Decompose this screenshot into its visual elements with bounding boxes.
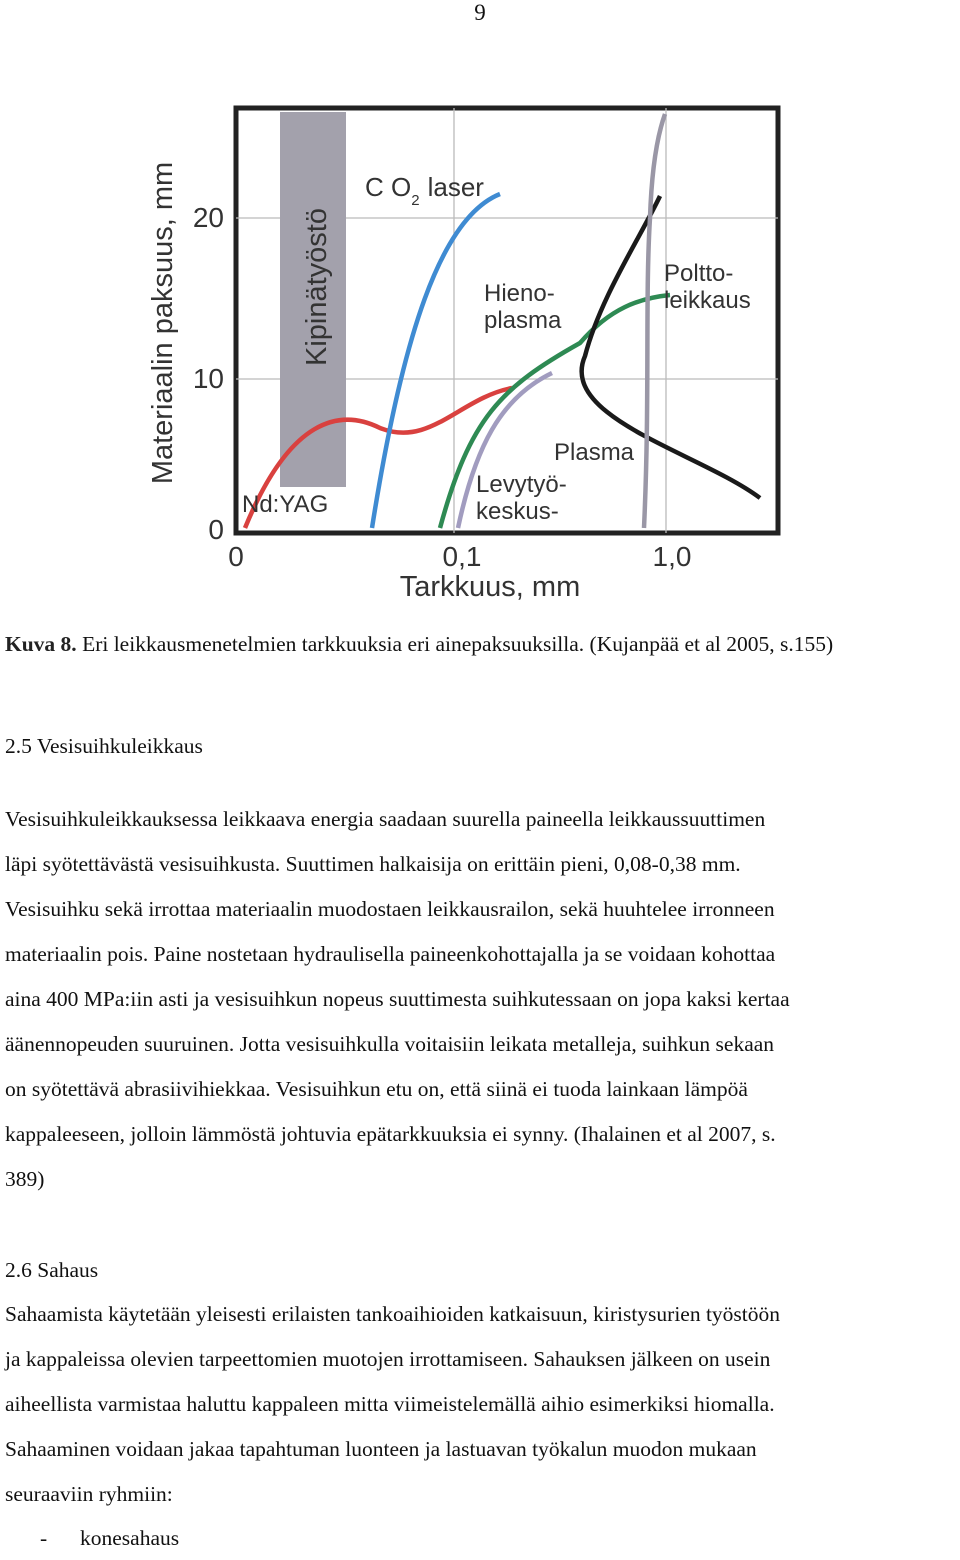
hienoplasma-label-2: plasma bbox=[484, 307, 562, 334]
text-line: läpi syötettävästä vesisuihkusta. Suuttimen halkaisija on erittäin pieni, 0,08-0,38 mm. bbox=[5, 852, 741, 876]
polttoleikkaus-label-2: leikkaus bbox=[664, 287, 751, 314]
section-body-2-5 bbox=[5, 797, 957, 1202]
x-tick-0-1: 0,1 bbox=[442, 541, 482, 572]
y-tick-10: 10 bbox=[192, 363, 224, 394]
caption-text: Eri leikkausmenetelmien tarkkuuksia eri ainepaksuuksilla. (Kujanpää et al 2005, s.155) bbox=[82, 632, 834, 656]
caption-label: Kuva 8. bbox=[5, 632, 77, 656]
text-line: aiheellista varmistaa haluttu kappaleen mitta viimeistelemällä aihio esimerkiksi hiomalla. bbox=[5, 1392, 775, 1416]
plasma-label: Plasma bbox=[554, 439, 635, 466]
list-item bbox=[40, 1516, 179, 1560]
text-line: aina 400 MPa:iin asti ja vesisuihkun nopeus suuttimesta suihkutessaan on jopa kaksi kertaa bbox=[5, 987, 790, 1011]
text-line: äänennopeuden suuruinen. Jotta vesisuihkulla voitaisiin leikata metalleja, suihkun sekaan bbox=[5, 1032, 775, 1056]
y-tick-0: 0 bbox=[208, 514, 224, 545]
polttoleikkaus-label-1: Poltto- bbox=[664, 260, 734, 287]
text-line: Vesisuihkuleikkauksessa leikkaava energia saadaan suurella paineella leikkaussuuttimen bbox=[5, 807, 766, 831]
section-heading-2-5: 2.5 Vesisuihkuleikkaus bbox=[5, 734, 203, 758]
text-line: ja kappaleissa olevien tarpeettomien muotojen irrottamiseen. Sahauksen jälkeen on usein bbox=[5, 1347, 771, 1371]
x-tick-1-0: 1,0 bbox=[652, 541, 692, 572]
hienoplasma-label-1: Hieno- bbox=[484, 280, 555, 307]
text-line: materiaalin pois. Paine nostetaan hydraulisella paineenkohottajalla ja se voidaan kohottaa bbox=[5, 942, 776, 966]
x-tick-0: 0 bbox=[228, 541, 244, 572]
text-line: 389) bbox=[5, 1167, 45, 1191]
figure-chart bbox=[140, 98, 960, 618]
page-number: 9 bbox=[474, 0, 486, 25]
y-tick-20: 20 bbox=[192, 202, 224, 233]
chart-svg bbox=[140, 98, 960, 618]
levytyokeskus-label-2: keskus- bbox=[476, 498, 559, 525]
text-line: on syötettävä abrasiivihiekkaa. Vesisuihkun etu on, että siinä ei tuoda lainkaan lämpöä bbox=[5, 1077, 748, 1101]
ndyag-label: Nd:YAG bbox=[242, 491, 329, 518]
text-line: Sahaaminen voidaan jakaa tapahtuman luonteen ja lastuavan työkalun muodon mukaan bbox=[5, 1437, 757, 1461]
list-item-text: konesahaus bbox=[80, 1526, 180, 1550]
figure-caption bbox=[5, 622, 957, 666]
x-axis-title: Tarkkuus, mm bbox=[399, 571, 581, 603]
levytyokeskus-label-1: Levytyö- bbox=[476, 471, 567, 498]
text-line: seuraaviin ryhmiin: bbox=[5, 1482, 173, 1506]
kipinatyosto-label: Kipinätyöstö bbox=[301, 208, 333, 366]
section-heading-2-6: 2.6 Sahaus bbox=[5, 1258, 99, 1282]
text-line: kappaleeseen, jolloin lämmöstä johtuvia epätarkkuuksia ei synny. (Ihalainen et al 2007, s. bbox=[5, 1122, 776, 1146]
co2-label: C $O_2$ laser bbox=[365, 172, 484, 209]
text-line: Vesisuihku sekä irrottaa materiaalin muodostaen leikkausrailon, sekä huuhtelee irronneen bbox=[5, 897, 775, 921]
text-line: Sahaamista käytetään yleisesti erilaisten tankoaihioiden katkaisuun, kiristysurien työstöön bbox=[5, 1302, 781, 1326]
y-axis-title: Materiaalin paksuus, mm bbox=[147, 161, 179, 485]
section-body-2-6 bbox=[5, 1292, 957, 1517]
list-bullet: - bbox=[40, 1526, 48, 1550]
